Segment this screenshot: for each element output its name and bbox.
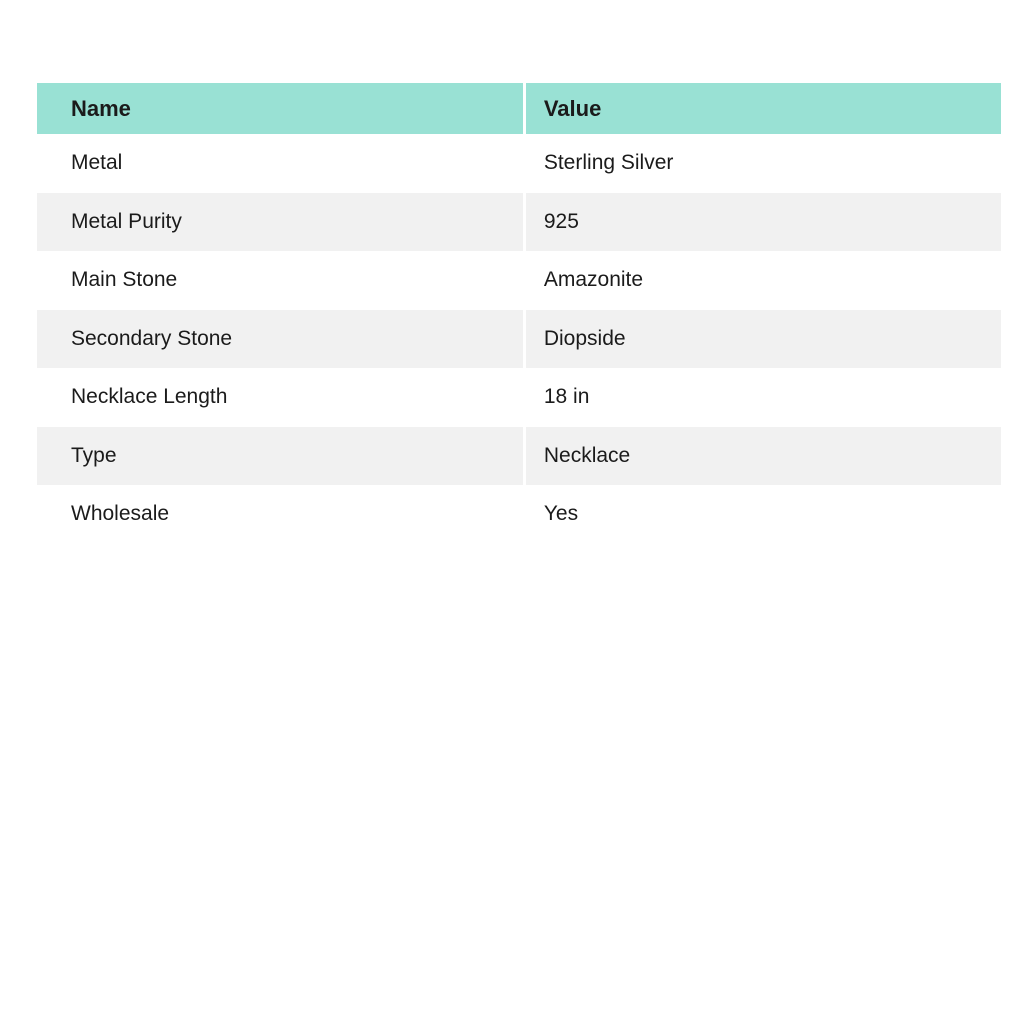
attribute-name-cell: Type — [37, 427, 523, 486]
table-row — [37, 251, 1001, 310]
product-spec-table-container — [37, 83, 1001, 544]
table-row — [37, 427, 1001, 486]
attribute-name-cell: Metal — [37, 134, 523, 193]
column-header-value: Value — [523, 83, 1001, 134]
table-body — [37, 134, 1001, 544]
column-header-name: Name — [37, 83, 523, 134]
attribute-name-cell: Secondary Stone — [37, 310, 523, 369]
attribute-name-cell: Necklace Length — [37, 368, 523, 427]
attribute-value-cell: Amazonite — [523, 251, 1001, 310]
attribute-value-cell: 18 in — [523, 368, 1001, 427]
attribute-value-cell: Diopside — [523, 310, 1001, 369]
table-row — [37, 193, 1001, 252]
attribute-name-cell: Metal Purity — [37, 193, 523, 252]
table-header-row — [37, 83, 1001, 134]
table-row — [37, 310, 1001, 369]
attribute-value-cell: Necklace — [523, 427, 1001, 486]
table-row — [37, 368, 1001, 427]
attribute-value-cell: 925 — [523, 193, 1001, 252]
attribute-value-cell: Sterling Silver — [523, 134, 1001, 193]
attribute-value-cell: Yes — [523, 485, 1001, 544]
table-row — [37, 485, 1001, 544]
attribute-name-cell: Main Stone — [37, 251, 523, 310]
attribute-name-cell: Wholesale — [37, 485, 523, 544]
table-row — [37, 134, 1001, 193]
product-spec-table — [37, 83, 1001, 544]
table-header — [37, 83, 1001, 134]
